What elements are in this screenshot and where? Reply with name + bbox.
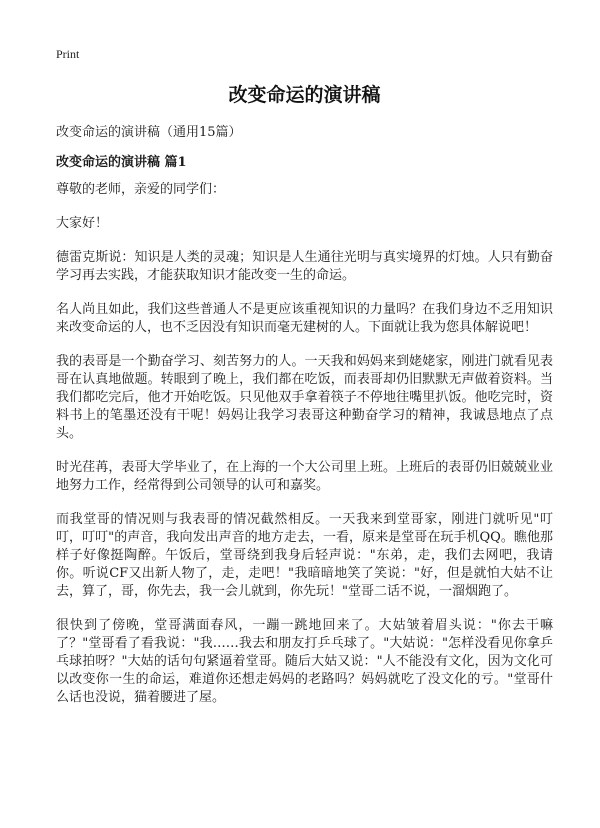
paragraph-quote: 德雷克斯说：知识是人类的灵魂；知识是人生通往光明与真实境界的灯烛。人只有勤奋学习再去实践，才能获取知识才能改变一生的命运。 bbox=[56, 250, 553, 283]
paragraph-greeting: 尊敬的老师，亲爱的同学们： bbox=[56, 182, 226, 197]
document-subtitle: 改变命运的演讲稿（通用15篇） bbox=[56, 125, 242, 140]
paragraph-evening: 很快到了傍晚，堂哥满面春风，一蹦一跳地回来了。大姑皱着眉头说："你去干嘛了？"堂哥看了看我说："我……我去和朋友打乒乓球了。"大姑说："怎样没看见你拿乒乓球拍呀？"大姑的话句句紧逼着堂哥。随后大姑又说："人不能没有文化，因为文化可以改变你一生的命运，难道你还想走妈妈的老路吗？妈妈就吃了没文化的亏。"堂哥什么话也没说，猫着腰进了屋。 bbox=[56, 618, 553, 705]
print-label[interactable]: Print bbox=[56, 47, 80, 61]
paragraph-hello: 大家好！ bbox=[56, 216, 109, 231]
paragraph-intro: 名人尚且如此，我们这些普通人不是更应该重视知识的力量吗？在我们身边不乏用知识来改变命运的人，也不乏因没有知识而毫无建树的人。下面就让我为您具体解说吧！ bbox=[56, 302, 553, 335]
page-title: 改变命运的演讲稿 bbox=[228, 84, 381, 106]
paragraph-cousin-diligent: 我的表哥是一个勤奋学习、刻苦努力的人。一天我和妈妈来到姥姥家，刚进门就看见表哥在认真地做题。转眼到了晚上，我们都在吃饭，而表哥却仍旧默默无声做着资料。当我们都吃完后，他才开始吃饭。只见他双手拿着筷子不停地往嘴里扒饭。他吃完时，资料书上的笔墨还没有干呢！妈妈让我学习表哥这种勤奋学习的精神，我诚恳地点了点头。 bbox=[56, 354, 553, 441]
document-body bbox=[56, 181, 553, 723]
paragraph-other-cousin: 而我堂哥的情况则与我表哥的情况截然相反。一天我来到堂哥家，刚进门就听见"叮叮，叮叮"的声音，我向发出声音的地方走去，一看，原来是堂哥在玩手机QQ。瞧他那样子好像挺陶醉。午饭后，堂哥绕到我身后轻声说："东弟，走，我们去网吧，我请你。听说CF又出新人物了，走，走吧！"我暗暗地笑了笑说："好，但是就怕大姑不让去，算了，哥，你先去，我一会儿就到，你先玩！"堂哥二话不说，一溜烟跑了。 bbox=[56, 512, 553, 599]
paragraph-cousin-work: 时光荏苒，表哥大学毕业了，在上海的一个大公司里上班。上班后的表哥仍旧兢兢业业地努力工作，经常得到公司领导的认可和嘉奖。 bbox=[56, 460, 553, 493]
section-heading: 改变命运的演讲稿 篇1 bbox=[56, 155, 187, 170]
